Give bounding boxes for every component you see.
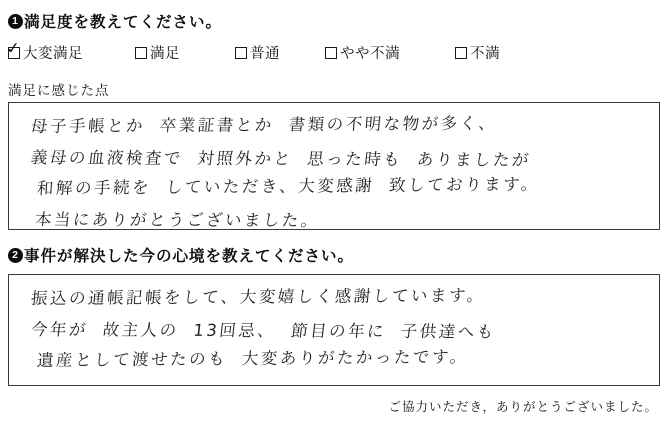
question1-number-badge: 1 — [8, 14, 23, 29]
option-dissatisfied[interactable] — [455, 42, 500, 63]
option-somewhat-dissatisfied-label: やや不満 — [340, 46, 400, 62]
checkbox-empty-icon[interactable] — [455, 47, 467, 59]
option-neutral[interactable] — [235, 42, 325, 63]
checkbox-empty-icon[interactable] — [235, 47, 247, 59]
checkbox-empty-icon[interactable] — [325, 47, 337, 59]
option-very-satisfied-label: 大変満足 — [23, 46, 83, 62]
handwritten-line: 今年が 故主人の 13回忌、 節目の年に 子供達へも — [29, 320, 497, 342]
question2-answer-box[interactable] — [8, 274, 660, 386]
question1-title-text: 満足度を教えてください。 — [24, 14, 223, 31]
satisfaction-points-label: 満足に感じた点 — [8, 83, 110, 98]
question1-answer-box[interactable] — [8, 102, 660, 230]
checkbox-empty-icon[interactable] — [135, 47, 147, 59]
question2-title — [8, 244, 660, 266]
handwritten-line: 振込の通帳記帳をして、大変嬉しく感謝しています。 — [30, 285, 487, 308]
question2-section — [8, 244, 660, 386]
question1-section — [4, 10, 660, 231]
handwritten-line: 遺産として渡せたのも 大変ありがたかったです。 — [36, 347, 470, 370]
question1-title — [8, 10, 660, 32]
handwritten-line: 和解の手続を していただき、大変感謝 致しております。 — [36, 174, 541, 198]
handwritten-line: 母子手帳とか 卒業証書とか 書類の不明な物が多く、 — [30, 113, 499, 136]
check-mark-icon: ✓ — [4, 37, 23, 58]
handwritten-line: 本当にありがとうございました。 — [33, 210, 321, 231]
handwritten-line: 義母の血液検査で 対照外かと 思った時も ありましたが — [29, 148, 533, 170]
option-very-satisfied[interactable] — [4, 37, 135, 63]
question2-number-badge: 2 — [8, 248, 23, 263]
satisfaction-options — [4, 37, 660, 63]
question2-title-text: 事件が解決した今の心境を教えてください。 — [24, 248, 355, 265]
option-dissatisfied-label: 不満 — [470, 46, 500, 62]
option-somewhat-dissatisfied[interactable] — [325, 42, 455, 63]
option-satisfied-label: 満足 — [150, 46, 180, 62]
option-satisfied[interactable] — [135, 42, 235, 63]
option-neutral-label: 普通 — [250, 46, 280, 62]
checkbox-checked-icon[interactable] — [4, 37, 23, 59]
footer-thanks-text: ご協力いただき，ありがとうございました。 — [388, 400, 658, 414]
